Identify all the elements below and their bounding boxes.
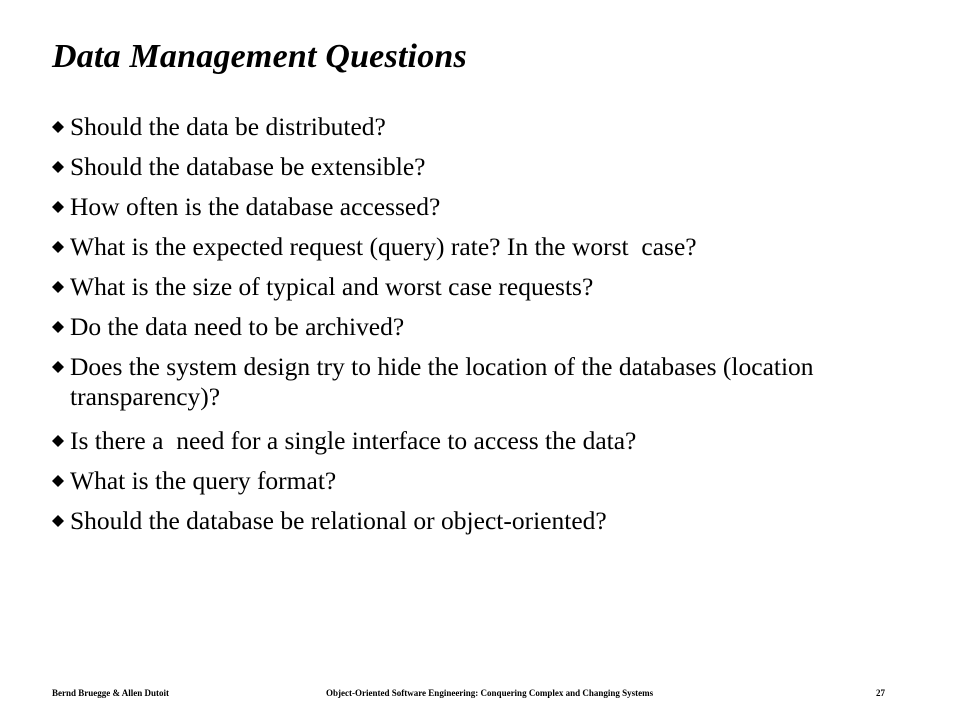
bullet-text: Is there a need for a single interface to access the data? bbox=[70, 426, 637, 455]
bullet-item bbox=[50, 312, 930, 342]
bullet-item bbox=[50, 352, 930, 412]
diamond-icon bbox=[52, 515, 64, 527]
footer-book-title: Object-Oriented Software Engineering: Conquering Complex and Changing Systems bbox=[326, 688, 654, 698]
footer-authors: Bernd Bruegge & Allen Dutoit bbox=[52, 688, 169, 698]
bullet-text: Do the data need to be archived? bbox=[70, 312, 405, 341]
diamond-icon bbox=[52, 435, 64, 447]
bullet-text: What is the size of typical and worst case requests? bbox=[70, 272, 594, 301]
bullet-item bbox=[50, 232, 930, 262]
diamond-icon bbox=[52, 321, 64, 333]
diamond-icon bbox=[52, 281, 64, 293]
page-number: 27 bbox=[876, 688, 885, 698]
diamond-icon bbox=[52, 475, 64, 487]
bullet-text: Should the database be relational or object-oriented? bbox=[70, 506, 607, 535]
slide-title: Data Management Questions bbox=[52, 38, 467, 75]
bullet-item bbox=[50, 152, 930, 182]
diamond-icon bbox=[52, 201, 64, 213]
bullet-list bbox=[50, 112, 930, 546]
bullet-item bbox=[50, 466, 930, 496]
slide-footer bbox=[0, 688, 960, 702]
bullet-item bbox=[50, 192, 930, 222]
diamond-icon bbox=[52, 361, 64, 373]
bullet-item bbox=[50, 272, 930, 302]
diamond-icon bbox=[52, 241, 64, 253]
bullet-text: Should the data be distributed? bbox=[70, 112, 386, 141]
bullet-text: What is the expected request (query) rate? In the worst case? bbox=[70, 232, 697, 261]
bullet-text: What is the query format? bbox=[70, 466, 337, 495]
bullet-item bbox=[50, 506, 930, 536]
bullet-text: How often is the database accessed? bbox=[70, 192, 441, 221]
diamond-icon bbox=[52, 121, 64, 133]
bullet-text: Should the database be extensible? bbox=[70, 152, 426, 181]
bullet-item bbox=[50, 426, 930, 456]
diamond-icon bbox=[52, 161, 64, 173]
bullet-text: Does the system design try to hide the location of the databases (location transparency)? bbox=[70, 352, 814, 411]
bullet-item bbox=[50, 112, 930, 142]
